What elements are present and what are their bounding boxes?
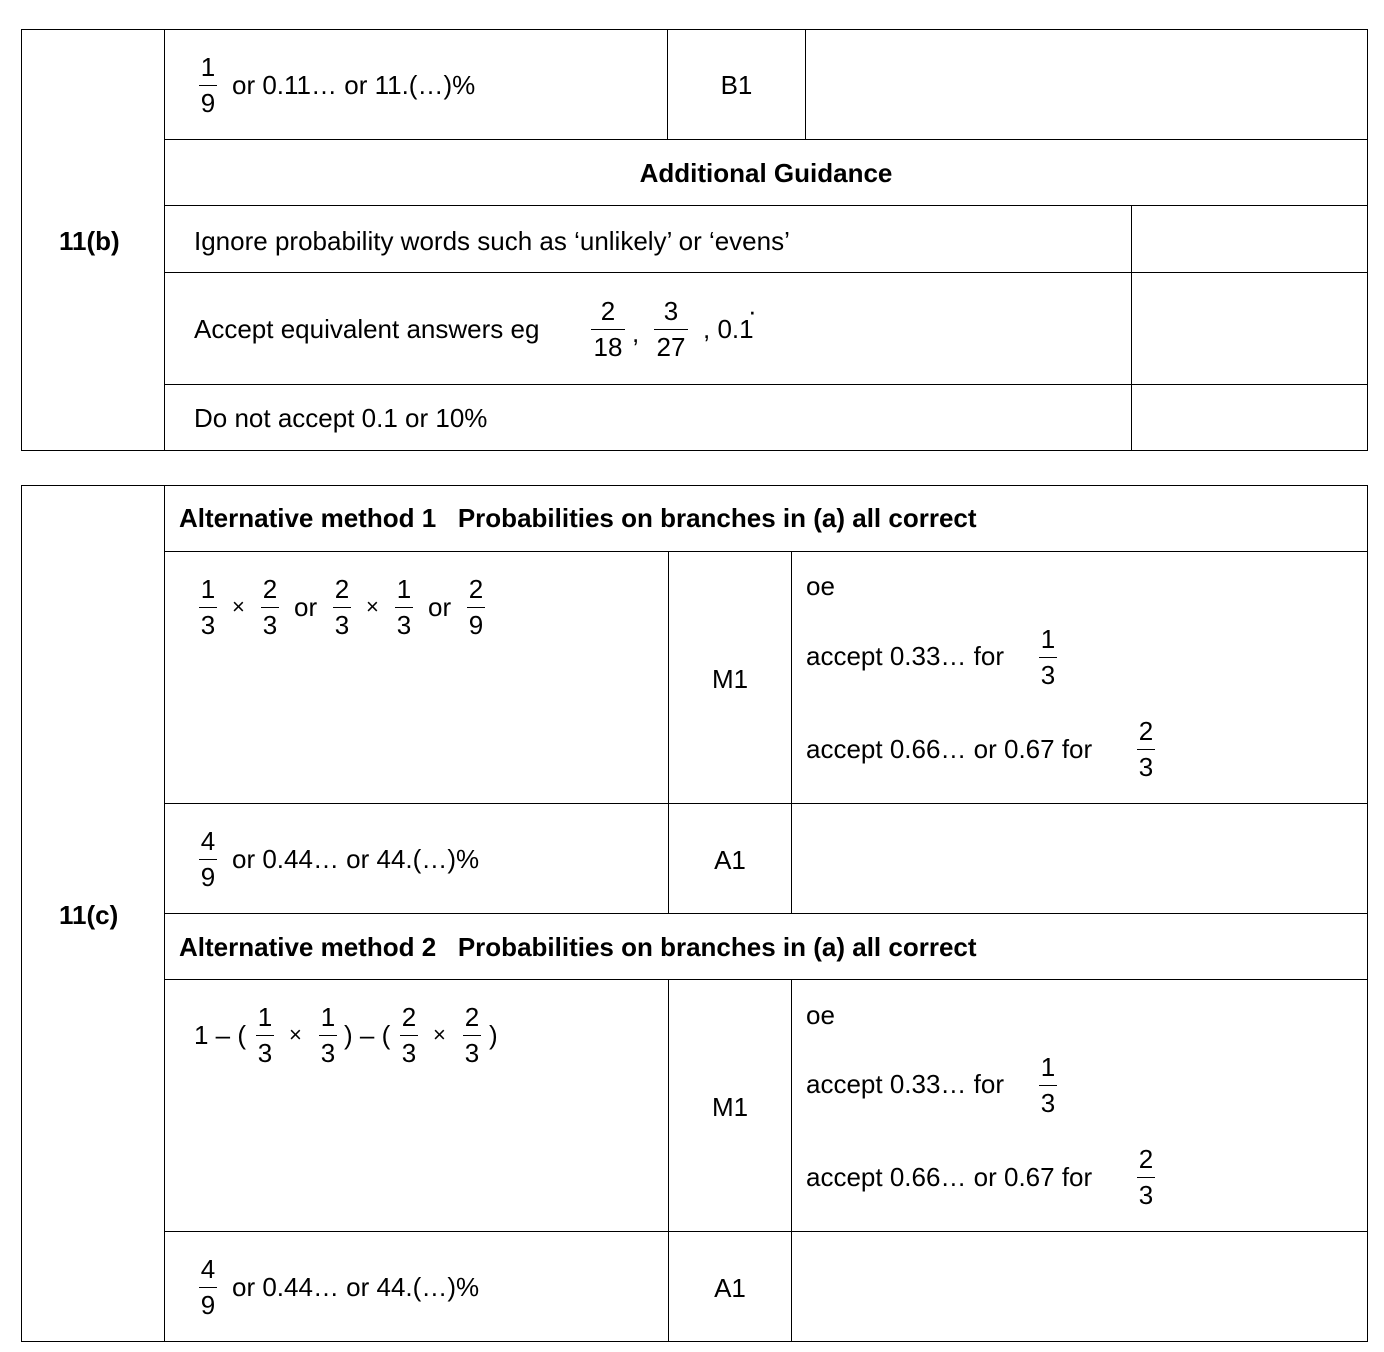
comment-fraction: 1 3 <box>1040 1052 1056 1118</box>
alt-method-1-heading: Alternative method 1 Probabilities on branches in (a) all correct <box>179 503 977 533</box>
answer-fraction: 4 9 <box>200 1254 216 1320</box>
comment-oe: oe <box>806 1000 835 1030</box>
times-sign: × <box>232 594 245 619</box>
answer-text: or 0.11… or 11.(…)% <box>232 70 476 100</box>
question-label-11b: 11(b) <box>59 226 120 256</box>
guidance-item: Accept equivalent answers eg <box>194 314 540 344</box>
expr-mid: ) – ( <box>344 1020 391 1050</box>
alt1-term: 1 3 <box>396 574 412 640</box>
mark-m1: M1 <box>711 1092 749 1122</box>
times-sign: × <box>433 1022 446 1047</box>
mark-a1: A1 <box>714 845 746 875</box>
comment-accept-066: accept 0.66… or 0.67 for <box>806 734 1093 764</box>
alt1-term: 2 3 <box>334 574 350 640</box>
comment-fraction: 2 3 <box>1138 716 1154 782</box>
alt1-term: 2 3 <box>262 574 278 640</box>
alt2-term: 1 3 <box>320 1002 336 1068</box>
comment-accept-066: accept 0.66… or 0.67 for <box>806 1162 1093 1192</box>
times-sign: × <box>289 1022 302 1047</box>
mark-b1: B1 <box>720 70 753 100</box>
mark-m1: M1 <box>711 664 749 694</box>
alt1-term: 2 9 <box>468 574 484 640</box>
question-label-11c: 11(c) <box>59 900 119 930</box>
alt2-term: 2 3 <box>464 1002 480 1068</box>
or-text: or <box>294 592 318 622</box>
alt2-term: 2 3 <box>401 1002 417 1068</box>
guidance-title: Additional Guidance <box>639 158 893 188</box>
alt-method-2-heading: Alternative method 2 Probabilities on branches in (a) all correct <box>179 932 977 962</box>
comment-fraction: 1 3 <box>1040 624 1056 690</box>
comment-oe: oe <box>806 571 835 601</box>
guidance-item: Do not accept 0.1 or 10% <box>194 403 488 433</box>
or-text: or <box>428 592 452 622</box>
answer-text: or 0.44… or 44.(…)% <box>232 844 480 874</box>
recurring-decimal: , 0.1 <box>703 314 754 344</box>
comment-fraction: 2 3 <box>1138 1144 1154 1210</box>
alt2-term: 1 3 <box>257 1002 273 1068</box>
answer-text: or 0.44… or 44.(…)% <box>232 1272 480 1302</box>
times-sign: × <box>366 594 379 619</box>
recurring-dot: · <box>748 296 757 326</box>
guidance-item: Ignore probability words such as ‘unlikely’ or ‘evens’ <box>194 226 790 256</box>
comment-accept-033: accept 0.33… for <box>806 641 1004 671</box>
mark-a1: A1 <box>714 1273 746 1303</box>
answer-fraction: 1 9 <box>200 52 216 118</box>
answer-fraction: 4 9 <box>200 826 216 892</box>
comment-accept-033: accept 0.33… for <box>806 1069 1004 1099</box>
fraction-3-27: 3 27 <box>651 298 691 360</box>
expr-prefix: 1 – ( <box>194 1020 247 1050</box>
expr-suffix: ) <box>489 1020 498 1050</box>
alt1-term: 1 3 <box>200 574 216 640</box>
comma: , <box>632 318 640 348</box>
fraction-2-18: 2 18 <box>588 298 628 360</box>
